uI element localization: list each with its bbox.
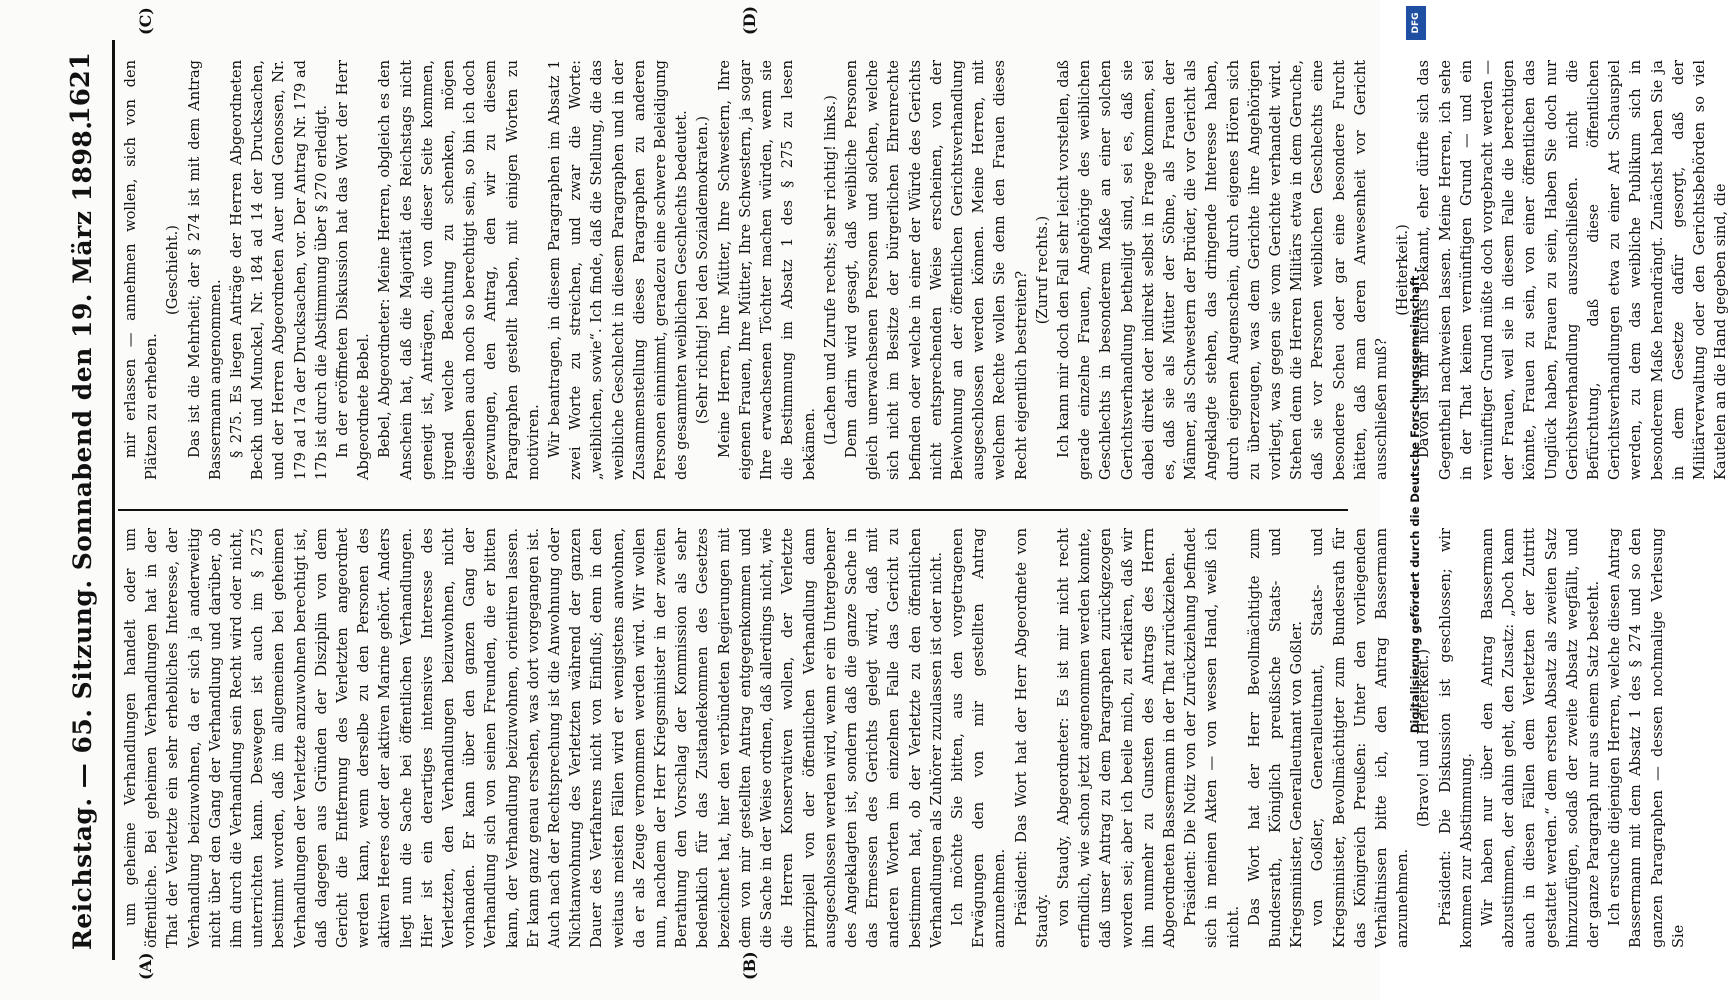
paragraph: Ich ersuche diejenigen Herren, welche diesen Antrag Bassermann mit dem Absatz 1 des § 274 und so den ganzen Paragraphen — dessen nochmalige Verlesung Sie (1606, 528, 1687, 948)
margin-letter-c: (C) (136, 7, 155, 35)
credit-text: Digitalisierung gefördert durch die Deutsche Forschungsgemeinschaft - (1408, 266, 1422, 734)
paragraph: von Staudy, Abgeordneter: Es ist mir nicht recht erfindlich, wie schon jetzt angenommen werden konnte, daß unser Antrag zu dem Paragraphen zurückgezogen worden sei; aber ich beeile mich, zu erklären, daß wir ihn nunmehr zu Gunsten des Antrags des Herrn Abgeordneten Bassermann in der That zurückziehen. (1054, 528, 1178, 948)
interjection: (Lachen und Zurufe rechts; sehr richtig! links.) (821, 95, 839, 445)
interjection: (Geschieht.) (164, 225, 182, 315)
dfg-logo-badge (1406, 6, 1426, 40)
running-head: Reichstag. — 65. Sitzung. Sonnabend den 19. März 1898. (68, 120, 97, 950)
paragraph: Wir beantragen, in diesem Paragraphen im Absatz 1 zwei Worte zu streichen, und zwar die Worte: „weiblichen, sowie“. Ich finde, daß die Stellung, die das weibliche Geschlecht in diesem Paragraphen und in der Zusammenstellung dieses Paragraphen zu anderen Personen einnimmt, geradezu eine schwere Beleidigung des gesammten weiblichen Geschlechts bedeutet. (546, 60, 691, 480)
dfg-badge-text: DFG (1411, 12, 1421, 34)
paragraph: Präsident: Die Notiz von der Zurückziehung befindet sich in meinen Akten — von wessen Hand, weiß ich nicht. (1182, 528, 1242, 948)
paragraph: Präsident: Das Wort hat der Herr Abgeordnete von Staudy. (1012, 528, 1051, 948)
paragraph: Bebel, Abgeordneter: Meine Herren, obgleich es den Anschein hat, daß die Majorität des Reichstags nicht geneigt ist, Anträgen, die von dieser Seite kommen, irgend welche Beachtung zu schenken, mögen dieselben auch noch so berechtigt sein, so bin ich doch gezwungen, den Antrag, den wir zu diesem Paragraphen gestellt haben, mit einigen Worten zu motiviren. (376, 60, 542, 480)
header-rule (112, 40, 115, 960)
paragraph: Das Wort hat der Herr Bevollmächtigte zum Bundesrath, Königlich preußische Staats- und Kriegsminister, Generalleutnant von Goßler. (1245, 528, 1306, 948)
paragraph: Ich möchte Sie bitten, aus den vorgetragenen Erwägungen den von mir gestellten Antrag anzunehmen. (948, 528, 1009, 948)
paragraph: Wir haben nur über den Antrag Bassermann abzustimmen, der dahin geht, den Zusatz: „Doch kann auch in diesen Fällen dem Verletzten der Zutritt gestattet werden.“ dem ersten Absatz als zweiten Satz hinzuzufügen, sodaß der zweite Absatz wegfällt, und der ganze Paragraph nur aus einem Satz besteht. (1479, 528, 1603, 948)
right-column (120, 60, 1730, 480)
interjection: (Zuruf rechts.) (1033, 215, 1051, 325)
column-divider (118, 509, 1348, 511)
interjection: (Bravo! und Heiterkeit.) (1415, 648, 1433, 828)
interjection: (Heiterkeit.) (1394, 224, 1412, 316)
paragraph: Denn darin wird gesagt, daß weibliche Personen gleich unerwachsenen Personen und solchen, welche sich nicht im Besitze der bürgerlichen Ehrenrechte befinden oder welche in einer der Würde des Gerichts nicht entsprechenden Weise erscheinen, von der Beiwohnung an der öffentlichen Gerichtsverhandlung ausgeschlossen werden können. Meine Herren, mit welchem Rechte wollen Sie denn den Frauen dieses Recht eigentlich bestreiten? (842, 60, 1030, 480)
paragraph: von Goßler, Generalleutnant, Staats- und Kriegsminister, Bevollmächtigter zum Bundesrath für das Königreich Preußen: Unter den vorliegenden Verhältnissen bitte ich, den Antrag Bassermann anzunehmen. (1309, 528, 1412, 948)
margin-letter-d: (D) (740, 5, 759, 35)
paragraph: um geheime Verhandlungen handelt oder um öffentliche. Bei geheimen Verhandlungen hat in der That der Verletzte ein sehr erhebliches Interesse, der Verhandlung beizuwohnen, da er sich ja anderweitig nicht über den Gang der Verhandlung und darüber, ob ihm durch die Verhandlung sein Recht wird oder nicht, unterrichten kann. Deswegen ist auch im § 275 bestimmt worden, daß im allgemeinen bei geheimen Verhandlungen der Verletzte anzuwohnen berechtigt ist, daß dagegen aus Gründen der Disziplin von dem Gericht die Entfernung des Verletzten angeordnet werden kann, wenn derselbe zu den Personen des aktiven Heeres oder der aktiven Marine gehört. Anders liegt nun die Sache bei öffentlichen Verhandlungen. Hier ist ein derartiges intensives Interesse des Verletzten, den Verhandlungen beizuwohnen, nicht vorhanden. Er kann über den ganzen Gang der Verhandlung sich von seinen Freunden, die er bitten kann, der Verhandlung beizuwohnen, orientiren lassen. Er kann ganz genau ersehen, was dort vorgegangen ist. Auch nach der Rechtsprechung ist die Anwohnung oder Nichtanwohnung des Verletzten während der ganzen Dauer des Verfahrens nicht von Einfluß; denn in den weitaus meisten Fällen wird er wenigstens anwohnen, da er als Zeuge vernommen werden wird. Wir wollen nun, nachdem der Herr Kriegsminister in der zweiten Berathung den Vorschlag der Kommission als sehr bedenklich für das Zustandekommen des Gesetzes bezeichnet hat, hier den verbündeten Regierungen mit dem von mir gestellten Antrag entgegenkommen und die Sache in der Weise ordnen, daß allerdings nicht, wie die Herren Konservativen wollen, der Verletzte prinzipiell von der öffentlichen Verhandlung dann ausgeschlossen werden wird, wenn er ein Untergebener des Angeklagten ist, sondern daß die ganze Sache in das Ermessen des Gerichts gelegt wird, daß mit anderen Worten im einzelnen Falle das Gericht zu bestimmen hat, ob der Verletzte zu den öffentlichen Verhandlungen als Zuhörer zuzulassen ist oder nicht. (122, 528, 945, 948)
paragraph: Präsident: Die Diskussion ist geschlossen; wir kommen zur Abstimmung. (1436, 528, 1475, 948)
paragraph: In der eröffneten Diskussion hat das Wort der Herr Abgeordnete Bebel. (334, 60, 373, 480)
paragraph: § 275. Es liegen Anträge der Herren Abgeordneten Beckh und Munckel, Nr. 184 ad 14 der Drucksachen, und der Herren Abgeordneten Auer und Genossen, Nr. 179 ad 17a der Drucksachen, vor. Der Antrag Nr. 179 ad 17b ist durch die Abstimmung über § 270 erledigt. (228, 60, 330, 480)
margin-letter-b: (B) (740, 951, 759, 980)
left-column (120, 528, 1687, 948)
paragraph: mir erlassen — annehmen wollen, sich von den Plätzen zu erheben. (122, 60, 161, 480)
paragraph: Davon ist mir nichts bekannt, eher dürfte sich das Gegentheil nachweisen lassen. Meine Herren, ich sehe in der That keinen vernünftigen Grund — und ein vernünftiger Grund müßte doch vorgebracht werden — der Frauen, weil sie in diesem Falle die berechtigen könnte, Frauen zu sein, von einer öffentlichen das Unglück haben, Frauen zu sein, Haben Sie doch nur Gerichtsverhandlung auszuschließen. nicht die Befürchtung, daß diese öffentlichen Gerichtsverhandlungen etwa zu einer Art Schauspiel werden, zu dem das weibliche Publikum sich in besonderem Maße herandrängt. Zunächst haben Sie ja in dem Gesetze dafür gesorgt, daß der Militärverwaltung oder den Gerichtsbehörden so viel Kautelen an die Hand gegeben sind, die (1415, 60, 1730, 480)
interjection: (Sehr richtig! bei den Sozialdemokraten.) (694, 115, 712, 425)
paragraph: Meine Herren, Ihre Mütter, Ihre Schwestern, Ihre eigenen Frauen, Ihre Mütter, Ihre Schwestern, ja sogar Ihre erwachsenen Töchter machen würden, wenn sie die Bestimmung im Absatz 1 des § 275 zu lesen bekämen. (715, 60, 818, 480)
paragraph: Ich kann mir doch den Fall sehr leicht vorstellen, daß gerade einzelne Frauen, Angehörige des weiblichen Geschlechts in besonderem Maße an einer solchen Gerichtsverhandlung betheiligt sind, sei es, daß sie dabei direkt oder indirekt selbst in Frage kommen, sei es, daß sie als Mütter der Söhne, als Frauen der Männer, als Schwestern der Brüder, die vor Gericht als Angeklagte stehen, das dringende Interesse haben, durch eigenen Augenschein, durch eigenes Hören sich zu überzeugen, was dem Gerichte ihre Angehörigen vorliegt, was gegen sie vom Gerichte verhandelt wird. Stehen denn die Herren Militärs etwa in dem Geruche, daß sie vor Personen weiblichen Geschlechts eine besondere Scheu oder gar eine besondere Furcht hätten, daß man deren Anwesenheit vor Gericht ausschließen muß? (1054, 60, 1390, 480)
margin-letter-a: (A) (136, 952, 155, 980)
page-number: 1621 (66, 52, 96, 125)
digitization-credit (1402, 0, 1428, 1000)
paragraph: Das ist die Mehrheit; der § 274 ist mit dem Antrag Bassermann angenommen. (185, 60, 224, 480)
page-header (60, 30, 100, 970)
